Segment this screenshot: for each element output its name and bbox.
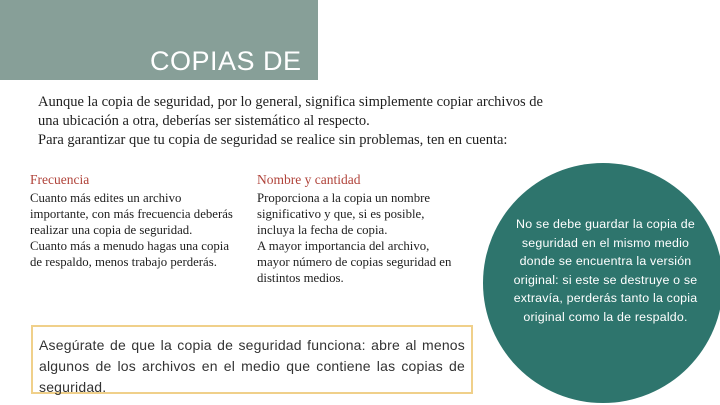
frecuencia-column xyxy=(30,172,235,270)
intro-line-1: Aunque la copia de seguridad, por lo general, significa simplemente copiar archivos de xyxy=(38,94,543,110)
nombre-cantidad-paragraph-1: Proporciona a la copia un nombre significativo y que, si es posible, incluya la fecha de copia. xyxy=(257,191,431,237)
nombre-cantidad-column xyxy=(257,172,462,286)
verification-note-box: Asegúrate de que la copia de seguridad funciona: abre al menos algunos de los archivos en el medio que contiene las copias de seguridad. xyxy=(31,325,473,394)
frecuencia-heading: Frecuencia xyxy=(30,172,90,187)
nombre-cantidad-heading: Nombre y cantidad xyxy=(257,172,361,187)
info-circle-text: No se debe guardar la copia de seguridad en el mismo medio donde se encuentra la versión original: si este se destruye o se extravía, perderás tanto la copia original como la de respaldo. xyxy=(513,217,698,324)
nombre-cantidad-paragraph-2: A mayor importancia del archivo, mayor número de copias seguridad en distintos medios. xyxy=(257,239,452,285)
intro-line-2: una ubicación a otra, deberías ser sistemático al respecto. xyxy=(38,113,370,129)
frecuencia-paragraph-1: Cuanto más edites un archivo importante, con más frecuencia deberás realizar una copia de seguridad. xyxy=(30,191,233,237)
slide-title: COPIAS DE xyxy=(150,46,302,76)
intro-text xyxy=(38,93,688,150)
intro-line-3: Para garantizar que tu copia de seguridad se realice sin problemas, ten en cuenta: xyxy=(38,132,508,148)
frecuencia-paragraph-2: Cuanto más a menudo hagas una copia de respaldo, menos trabajo perderás. xyxy=(30,239,230,269)
